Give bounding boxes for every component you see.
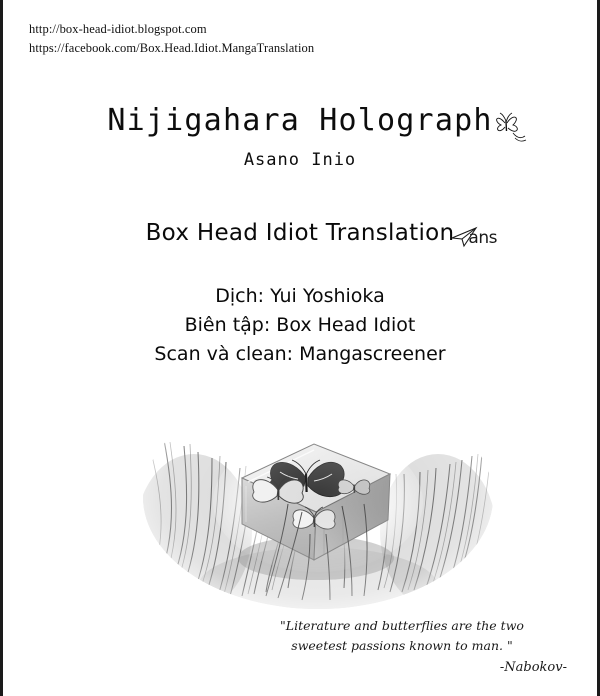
group-block: [3, 220, 597, 246]
facebook-link[interactable]: https://facebook.com/Box.Head.Idiot.MangaTranslation: [29, 41, 315, 55]
quote-line-2: sweetest passions known to man. ": [291, 638, 513, 653]
group-name-text: Box Head Idiot Translation: [145, 220, 455, 246]
artwork-illustration: [138, 382, 498, 612]
quote-attribution: -Nabokov-: [499, 660, 567, 675]
quote-line-1: "Literature and butterflies are the two: [280, 618, 524, 633]
group-name: [145, 220, 497, 248]
title-text: Nijigahara Holograph: [107, 103, 493, 138]
credit-scan-clean: Scan và clean: Mangascreener: [154, 343, 446, 365]
credit-links: [29, 20, 314, 58]
credit-translator: Dịch: Yui Yoshioka: [215, 285, 385, 307]
quote-block: [237, 616, 567, 678]
page-title: [107, 103, 492, 138]
blog-link[interactable]: http://box-head-idiot.blogspot.com: [29, 22, 207, 36]
group-logo-text: ans: [468, 228, 497, 248]
credit-editor: Biên tập: Box Head Idiot: [184, 314, 416, 336]
staff-credits: [3, 282, 597, 369]
author-name: Asano Inio: [243, 150, 357, 170]
butterfly-icon: [491, 105, 531, 145]
paper-plane-icon: [450, 224, 502, 252]
title-block: [3, 103, 597, 170]
